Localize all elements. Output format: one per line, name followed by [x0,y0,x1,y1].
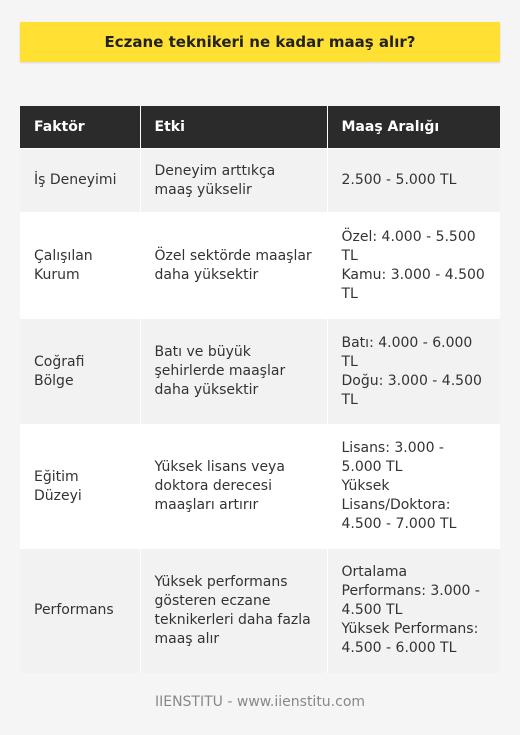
salary-cell: Ortalama Performans: 3.000 - 4.500 TL Yüksek Performans: 4.500 - 6.000 TL [327,549,500,673]
salary-cell: Lisans: 3.000 - 5.000 TL Yüksek Lisans/Doktora: 4.500 - 7.000 TL [327,425,500,549]
table-row [20,213,500,319]
effect-cell: Deneyim arttıkça maaş yükselir [140,149,327,213]
page-title: Eczane teknikeri ne kadar maaş alır? [104,33,416,51]
effect-cell: Yüksek lisans veya doktora derecesi maaşları artırır [140,425,327,549]
title-banner [20,22,500,62]
table-row [20,549,500,673]
effect-cell: Yüksek performans gösteren eczane teknikerleri daha fazla maaş alır [140,549,327,673]
factor-cell: Çalışılan Kurum [20,213,140,319]
table-header-row [20,106,500,149]
header-salary-range: Maaş Aralığı [327,106,500,149]
factor-cell: İş Deneyimi [20,149,140,213]
factor-cell: Eğitim Düzeyi [20,425,140,549]
header-factor: Faktör [20,106,140,149]
header-effect: Etki [140,106,327,149]
salary-cell: Özel: 4.000 - 5.500 TL Kamu: 3.000 - 4.500 TL [327,213,500,319]
salary-table [20,106,500,673]
table-row [20,149,500,213]
factor-cell: Coğrafi Bölge [20,319,140,425]
salary-cell: 2.500 - 5.000 TL [327,149,500,213]
effect-cell: Batı ve büyük şehirlerde maaşlar daha yüksektir [140,319,327,425]
footer-credit: IIENSTITU - www.iienstitu.com [154,694,366,710]
factor-cell: Performans [20,549,140,673]
effect-cell: Özel sektörde maaşlar daha yüksektir [140,213,327,319]
table-row [20,425,500,549]
salary-cell: Batı: 4.000 - 6.000 TL Doğu: 3.000 - 4.500 TL [327,319,500,425]
table-row [20,319,500,425]
